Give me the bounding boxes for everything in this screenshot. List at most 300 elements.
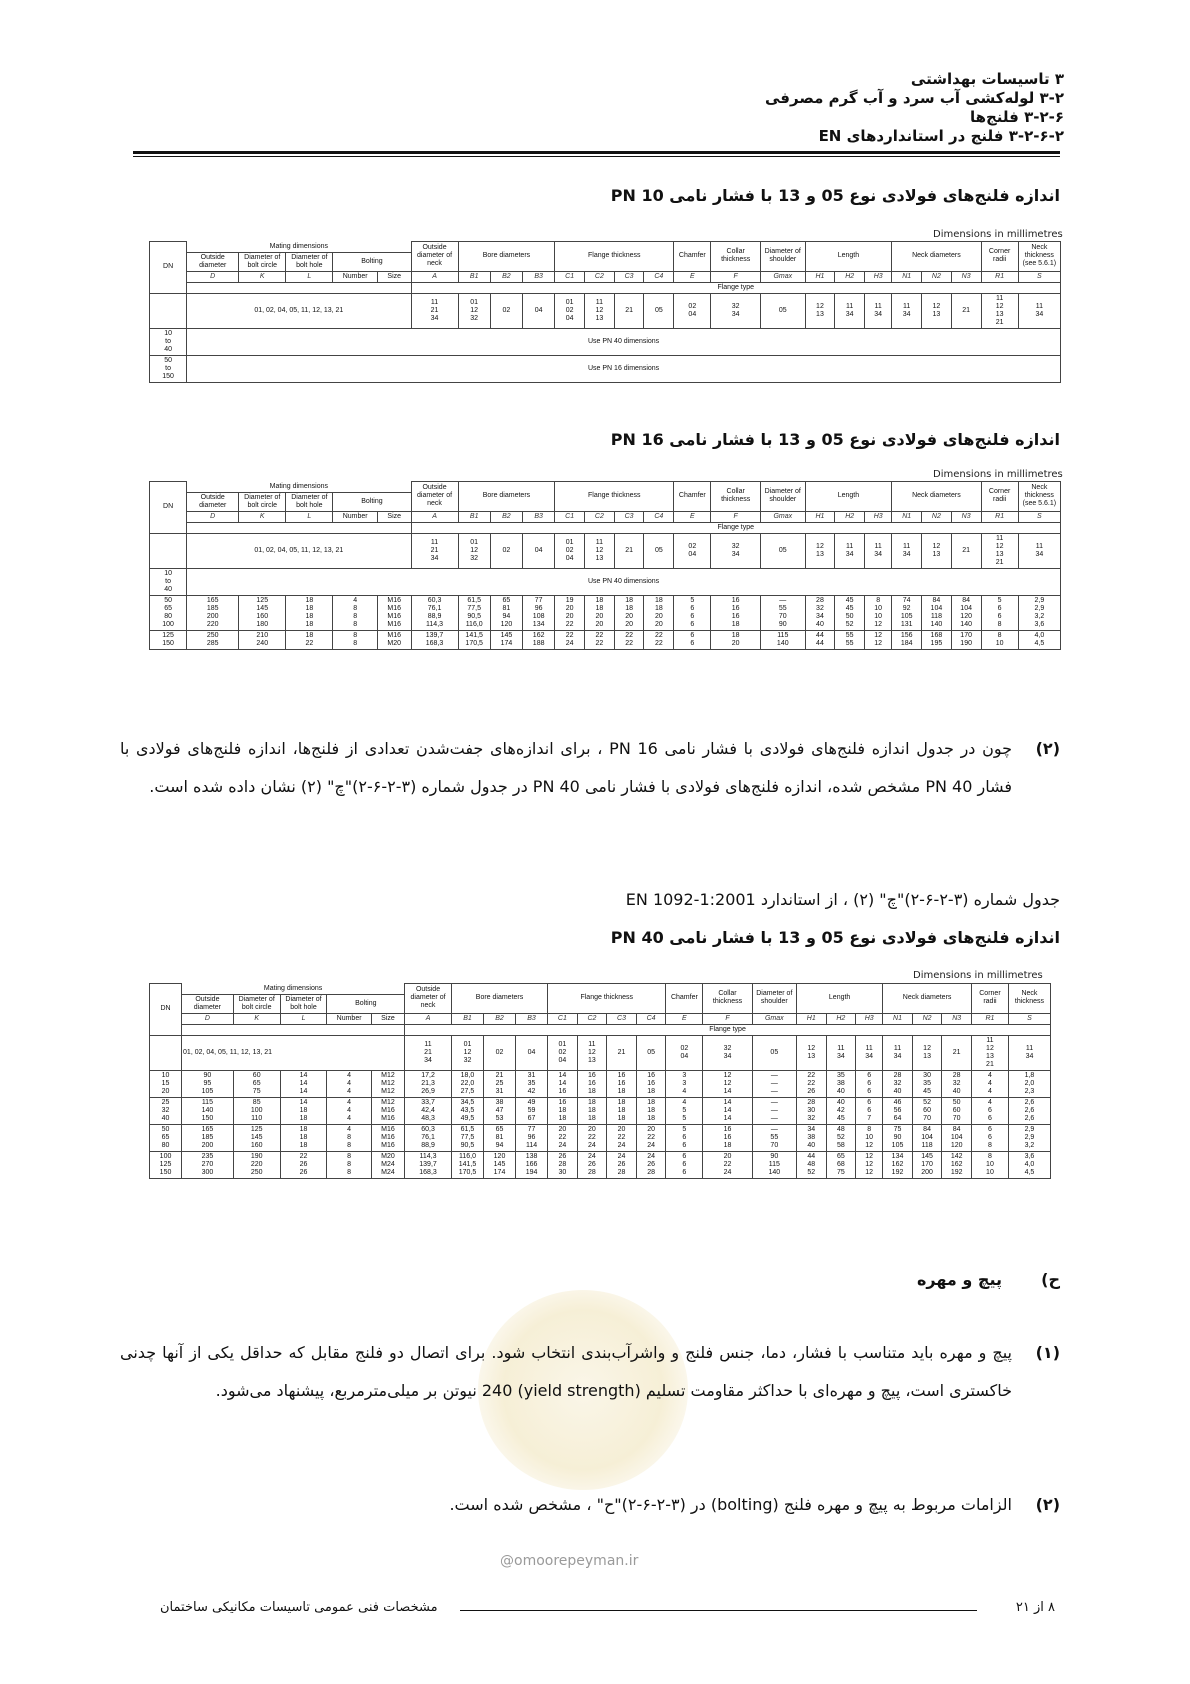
value-cell: 18 18 18: [577, 1097, 607, 1124]
watermark-url: @omoorepeyman.ir: [500, 1553, 639, 1569]
symbol-cell: N3: [951, 511, 981, 522]
value-cell: 125 145 160: [233, 1124, 280, 1151]
symbol-cell: B2: [483, 1013, 515, 1024]
value-cell: 6 6 6: [856, 1070, 883, 1097]
value-cell: — — —: [752, 1097, 796, 1124]
type-value: 01 12 32: [451, 1035, 483, 1070]
type-value: 32 34: [711, 293, 761, 328]
col-header-collar: Collar thickness: [711, 242, 761, 272]
value-cell: 134 162 192: [883, 1151, 913, 1178]
col-header-outside-neck: Outside diameter of neck: [405, 984, 452, 1014]
col-header-length: Length: [797, 984, 883, 1014]
value-cell: 18 18 20 20: [614, 595, 644, 630]
type-value: 11 12 13: [577, 1035, 607, 1070]
value-cell: 26 28 30: [548, 1151, 578, 1178]
type-value: 04: [523, 533, 555, 568]
value-cell: 6 6: [674, 630, 711, 649]
symbol-cell: C1: [548, 1013, 578, 1024]
symbol-cell: R1: [981, 271, 1018, 282]
value-cell: 8 10 10: [971, 1151, 1008, 1178]
col-header-size: Size: [377, 271, 411, 282]
value-cell: 170 190: [951, 630, 981, 649]
value-cell: M12 M16 M16: [371, 1097, 404, 1124]
value-cell: 4 5 5: [666, 1097, 703, 1124]
symbol-cell: S: [1008, 1013, 1050, 1024]
type-value: 02 04: [674, 533, 711, 568]
value-cell: 60 65 75: [233, 1070, 280, 1097]
symbol-cell: H3: [865, 271, 892, 282]
paragraph-number: (۲): [1035, 739, 1060, 758]
value-cell: 35 38 40: [826, 1070, 856, 1097]
col-header-bore: Bore diameters: [458, 482, 555, 512]
col-header-bore: Bore diameters: [451, 984, 547, 1014]
value-cell: M16 M16 M16 M16: [377, 595, 411, 630]
value-cell: 18 22: [286, 630, 333, 649]
header-line: ۳ تاسیسات بهداشتی: [910, 70, 1064, 88]
value-cell: 18 18 18: [607, 1097, 637, 1124]
value-cell: 8 8: [333, 630, 378, 649]
type-value: 05: [644, 293, 674, 328]
header-row: [150, 984, 1051, 995]
col-header-length: Length: [805, 482, 892, 512]
value-cell: 4 8 8 8: [333, 595, 378, 630]
symbol-cell: S: [1018, 511, 1060, 522]
value-cell: 61,5 77,5 90,5 116,0: [458, 595, 490, 630]
type-value: 11 12 13 21: [981, 293, 1018, 328]
value-cell: 16 16 18: [636, 1070, 666, 1097]
value-cell: 16 16 18: [577, 1070, 607, 1097]
value-cell: 31 35 42: [516, 1070, 548, 1097]
dn-values: 25 32 40: [150, 1097, 182, 1124]
type-value: 01 02 04: [555, 293, 585, 328]
value-cell: 168 195: [922, 630, 952, 649]
value-cell: 44 48 52: [797, 1151, 827, 1178]
value-cell: 2,9 2,9 3,2 3,6: [1018, 595, 1060, 630]
value-cell: 162 188: [523, 630, 555, 649]
symbol-cell: R1: [971, 1013, 1008, 1024]
col-header-collar: Collar thickness: [711, 482, 761, 512]
value-cell: 24 26 28: [577, 1151, 607, 1178]
type-value: 11 21 34: [411, 293, 458, 328]
value-cell: 2,6 2,6 2,6: [1008, 1097, 1050, 1124]
value-cell: 141,5 170,5: [458, 630, 490, 649]
value-cell: 190 220 250: [233, 1151, 280, 1178]
type-value: 02: [490, 293, 522, 328]
symbol-cell: C2: [585, 271, 615, 282]
header-line: ۳-۲-۶ فلنج‌ها: [969, 108, 1064, 126]
col-header-collar: Collar thickness: [703, 984, 752, 1014]
value-cell: 114,3 139,7 168,3: [405, 1151, 452, 1178]
value-cell: 22 22: [614, 630, 644, 649]
symbol-cell: B3: [523, 511, 555, 522]
flange-type-label: Flange type: [411, 522, 1061, 533]
symbol-cell: C4: [644, 271, 674, 282]
paragraph-bolt-2: [120, 1486, 1060, 1524]
value-cell: 4 4 4: [971, 1070, 1008, 1097]
col-header-bolting: Bolting: [333, 252, 411, 271]
symbol-cell: S: [1018, 271, 1060, 282]
type-values-row: [150, 293, 1061, 328]
col-header-shoulder: Diameter of shoulder: [760, 482, 805, 512]
footer-page-number: ۸ از ۲۱: [1015, 1600, 1055, 1615]
value-cell: 28 30 32: [797, 1097, 827, 1124]
type-value: 11 34: [883, 1035, 913, 1070]
value-cell: 65 68 75: [826, 1151, 856, 1178]
col-header-size: Size: [377, 511, 411, 522]
type-value: 05: [760, 533, 805, 568]
symbol-cell: B2: [490, 511, 522, 522]
value-cell: 12 12 12: [856, 1151, 883, 1178]
value-cell: 6 6 8: [971, 1124, 1008, 1151]
value-cell: 28 32 40: [883, 1070, 913, 1097]
col-header-mating: Mating dimensions: [187, 482, 411, 493]
value-cell: 8 10: [981, 630, 1018, 649]
table2-caption: اندازه فلنج‌های فولادی نوع 05 و 13 با فشار نامی PN 16: [610, 430, 1060, 449]
value-cell: — 55 70: [752, 1124, 796, 1151]
value-cell: 4 4 4: [327, 1097, 371, 1124]
col-header-flange-thickness: Flange thickness: [555, 242, 674, 272]
value-cell: 74 92 105 131: [892, 595, 922, 630]
value-cell: 19 20 20 22: [555, 595, 585, 630]
value-cell: 2,9 2,9 3,2: [1008, 1124, 1050, 1151]
col-header-flange-thickness: Flange thickness: [555, 482, 674, 512]
value-cell: 22 22 26: [797, 1070, 827, 1097]
value-cell: 16 16 18: [703, 1124, 752, 1151]
col-header-neck-thickness: Neck thickness: [1008, 984, 1050, 1014]
section-letter: ح): [1041, 1270, 1060, 1289]
symbol-cell: Gmax: [760, 271, 805, 282]
type-value: 11 34: [892, 533, 922, 568]
value-cell: 116,0 141,5 170,5: [451, 1151, 483, 1178]
col-header-bolt-circle: Diameter of bolt circle: [239, 492, 286, 511]
symbol-cell: C1: [555, 511, 585, 522]
symbol-cell: L: [280, 1013, 327, 1024]
value-cell: 12 12: [865, 630, 892, 649]
col-header-chamfer: Chamfer: [674, 242, 711, 272]
value-cell: 6 6 6: [666, 1151, 703, 1178]
value-cell: 4,0 4,5: [1018, 630, 1060, 649]
symbol-cell: D: [187, 271, 239, 282]
note-row: [150, 355, 1061, 382]
blank-cell: [150, 533, 187, 568]
data-row-group: [150, 630, 1061, 649]
dn-values: 50 65 80: [150, 1124, 182, 1151]
type-value: 12 13: [805, 533, 835, 568]
note-row: [150, 568, 1061, 595]
note-text: Use PN 40 dimensions: [187, 328, 1061, 355]
symbol-cell: L: [286, 511, 333, 522]
col-header-neck-thickness: Neck thickness (see 5.6.1): [1018, 242, 1060, 272]
value-cell: 38 47 53: [483, 1097, 515, 1124]
type-value: 01 12 32: [458, 533, 490, 568]
col-header-corner: Corner radii: [981, 242, 1018, 272]
symbol-cell: C3: [614, 271, 644, 282]
flange-type-row: [150, 522, 1061, 533]
symbol-row: [150, 511, 1061, 522]
type-value: 12 13: [797, 1035, 827, 1070]
value-cell: 33,7 42,4 48,3: [405, 1097, 452, 1124]
value-cell: 120 145 174: [483, 1151, 515, 1178]
symbol-cell: H1: [805, 271, 835, 282]
value-cell: 20 22 24: [607, 1124, 637, 1151]
header-line: ۳-۲ لوله‌کشی آب سرد و آب گرم مصرفی: [764, 89, 1064, 107]
value-cell: 145 174: [490, 630, 522, 649]
value-cell: 45 45 50 52: [835, 595, 865, 630]
value-cell: 18 18 20 20: [585, 595, 615, 630]
value-cell: 84 104 120 140: [951, 595, 981, 630]
symbol-cell: C1: [555, 271, 585, 282]
value-cell: 8 8 8: [327, 1151, 371, 1178]
type-value: 05: [644, 533, 674, 568]
col-header-mating: Mating dimensions: [187, 242, 411, 253]
value-cell: 16 18 18: [548, 1097, 578, 1124]
col-header-bolting: Bolting: [333, 492, 411, 511]
symbol-cell: N1: [892, 271, 922, 282]
type-value: 04: [516, 1035, 548, 1070]
mating-types: 01, 02, 04, 05, 11, 12, 13, 21: [187, 293, 411, 328]
value-cell: 16 16 16 18: [711, 595, 761, 630]
symbol-cell: H2: [835, 271, 865, 282]
blank-cell: [150, 293, 187, 328]
value-cell: 125 145 160 180: [239, 595, 286, 630]
value-cell: 165 185 200: [182, 1124, 234, 1151]
type-value: 11 34: [856, 1035, 883, 1070]
value-cell: 17,2 21,3 26,9: [405, 1070, 452, 1097]
col-header-outside-diameter: Outside diameter: [187, 492, 239, 511]
table3-pn40: [149, 983, 1051, 1179]
col-header-bore: Bore diameters: [458, 242, 555, 272]
type-value: 11 12 13 21: [971, 1035, 1008, 1070]
type-value: 21: [942, 1035, 972, 1070]
symbol-cell: F: [711, 271, 761, 282]
flange-type-row: [150, 282, 1061, 293]
value-cell: 250 285: [187, 630, 239, 649]
col-header-chamfer: Chamfer: [666, 984, 703, 1014]
type-value: 12 13: [922, 533, 952, 568]
table2-units: Dimensions in millimetres: [933, 469, 1063, 480]
note-text: Use PN 16 dimensions: [187, 355, 1061, 382]
symbol-cell: H2: [826, 1013, 856, 1024]
symbol-cell: F: [711, 511, 761, 522]
value-cell: 90 115 140: [752, 1151, 796, 1178]
type-value: 05: [636, 1035, 666, 1070]
paragraph-text: الزامات مربوط به پیچ و مهره فلنج (bolting) در (۳-۲-۶-۲)"ح" ، مشخص شده است.: [449, 1495, 1012, 1514]
value-cell: 34 38 40: [797, 1124, 827, 1151]
value-cell: 14 14 14: [280, 1070, 327, 1097]
value-cell: M12 M12 M12: [371, 1070, 404, 1097]
symbol-cell: E: [674, 271, 711, 282]
type-value: 01 02 04: [555, 533, 585, 568]
value-cell: 21 25 31: [483, 1070, 515, 1097]
footer-rule: [460, 1610, 977, 1611]
value-cell: 60,3 76,1 88,9 114,3: [411, 595, 458, 630]
symbol-cell: B3: [523, 271, 555, 282]
value-cell: 48 52 58: [826, 1124, 856, 1151]
symbol-cell: A: [405, 1013, 452, 1024]
symbol-cell: C3: [607, 1013, 637, 1024]
symbol-cell: H3: [865, 511, 892, 522]
value-cell: M16 M20: [377, 630, 411, 649]
value-cell: 22 24: [555, 630, 585, 649]
header-rule-thin: [133, 156, 1060, 157]
value-cell: 20 22 24: [577, 1124, 607, 1151]
value-cell: 115 140: [760, 630, 805, 649]
value-cell: M20 M24 M24: [371, 1151, 404, 1178]
col-header-outside-diameter: Outside diameter: [182, 994, 234, 1013]
value-cell: 44 44: [805, 630, 835, 649]
dn-range: 10 to 40: [150, 568, 187, 595]
type-value: 11 34: [1018, 533, 1060, 568]
symbol-cell: C4: [636, 1013, 666, 1024]
mating-types: 01, 02, 04, 05, 11, 12, 13, 21: [187, 533, 411, 568]
paragraph-number: (۱): [1035, 1343, 1060, 1362]
symbol-cell: C2: [577, 1013, 607, 1024]
table3-caption: اندازه فلنج‌های فولادی نوع 05 و 13 با فشار نامی PN 40: [610, 928, 1060, 947]
dn-values: 50 65 80 100: [150, 595, 187, 630]
type-value: 01 12 32: [458, 293, 490, 328]
flange-type-row: [150, 1024, 1051, 1035]
type-value: 11 12 13: [585, 293, 615, 328]
type-value: 05: [752, 1035, 796, 1070]
table3-reference: جدول شماره (۳-۲-۶-۲)"چ" (۲) ، از استاندارد EN 1092-1:2001: [625, 890, 1060, 909]
type-value: 11 34: [835, 533, 865, 568]
symbol-cell: K: [239, 271, 286, 282]
col-header-length: Length: [805, 242, 892, 272]
type-value: 11 21 34: [411, 533, 458, 568]
watermark-text: omoorepeyman.ir: [514, 1553, 639, 1569]
running-header: [765, 70, 1064, 146]
col-header-neck-diameters: Neck diameters: [892, 242, 981, 272]
value-cell: 3,6 4,0 4,5: [1008, 1151, 1050, 1178]
note-text: Use PN 40 dimensions: [187, 568, 1061, 595]
blank-cell: [182, 1024, 405, 1035]
col-header-shoulder: Diameter of shoulder: [752, 984, 796, 1014]
note-row: [150, 328, 1061, 355]
type-value: 02: [483, 1035, 515, 1070]
symbol-cell: H2: [835, 511, 865, 522]
type-value: 32 34: [711, 533, 761, 568]
value-cell: 75 90 105: [883, 1124, 913, 1151]
type-values-row: [150, 533, 1061, 568]
col-header-number: Number: [327, 1013, 371, 1024]
value-cell: 4 6 6: [971, 1097, 1008, 1124]
value-cell: 22 26 26: [280, 1151, 327, 1178]
col-header-number: Number: [333, 271, 378, 282]
value-cell: 24 26 28: [636, 1151, 666, 1178]
value-cell: 5 6 6 6: [674, 595, 711, 630]
dn-values: 100 125 150: [150, 1151, 182, 1178]
flange-type-label: Flange type: [405, 1024, 1051, 1035]
value-cell: 18 18 18 18: [286, 595, 333, 630]
type-value: 11 34: [865, 533, 892, 568]
col-header-chamfer: Chamfer: [674, 482, 711, 512]
value-cell: 14 14 16: [548, 1070, 578, 1097]
type-value: 11 34: [1018, 293, 1060, 328]
type-value: 11 34: [826, 1035, 856, 1070]
symbol-cell: H1: [797, 1013, 827, 1024]
value-cell: 84 104 120: [942, 1124, 972, 1151]
value-cell: 22 22: [585, 630, 615, 649]
value-cell: 4 4 4: [327, 1070, 371, 1097]
symbol-cell: B1: [451, 1013, 483, 1024]
type-value: 01 02 04: [548, 1035, 578, 1070]
symbol-cell: L: [286, 271, 333, 282]
type-value: 11 12 13 21: [981, 533, 1018, 568]
data-row-group: [150, 595, 1061, 630]
col-header-shoulder: Diameter of shoulder: [760, 242, 805, 272]
type-value: 04: [523, 293, 555, 328]
type-value: 02 04: [666, 1035, 703, 1070]
value-cell: 1,8 2,0 2,3: [1008, 1070, 1050, 1097]
symbol-cell: B1: [458, 511, 490, 522]
type-value: 11 34: [892, 293, 922, 328]
value-cell: M16 M16 M16: [371, 1124, 404, 1151]
col-header-neck-diameters: Neck diameters: [883, 984, 972, 1014]
col-header-corner: Corner radii: [981, 482, 1018, 512]
flange-type-label: Flange type: [411, 282, 1061, 293]
col-header-mating: Mating dimensions: [182, 984, 405, 995]
value-cell: 28 32 34 40: [805, 595, 835, 630]
symbol-cell: D: [187, 511, 239, 522]
header-line: ۳-۲-۶-۲ فلنج در استانداردهای EN: [818, 127, 1064, 145]
footer-title: مشخصات فنی عمومی تاسیسات مکانیکی ساختمان: [160, 1600, 438, 1615]
value-cell: 24 26 28: [607, 1151, 637, 1178]
value-cell: 61,5 77,5 90,5: [451, 1124, 483, 1151]
blank-cell: [150, 1035, 182, 1070]
data-row-group: [150, 1097, 1051, 1124]
col-header-corner: Corner radii: [971, 984, 1008, 1014]
type-value: 12 13: [912, 1035, 942, 1070]
value-cell: 138 166 194: [516, 1151, 548, 1178]
header-rule: [133, 151, 1060, 154]
value-cell: 235 270 300: [182, 1151, 234, 1178]
data-row-group: [150, 1124, 1051, 1151]
symbol-cell: B3: [516, 1013, 548, 1024]
value-cell: 40 42 45: [826, 1097, 856, 1124]
table1-caption: اندازه فلنج‌های فولادی نوع 05 و 13 با فشار نامی PN 10: [610, 186, 1060, 205]
paragraph-number: (۲): [1035, 1495, 1060, 1514]
value-cell: 12 12 14: [703, 1070, 752, 1097]
header-row: [150, 242, 1061, 253]
type-value: 21: [614, 293, 644, 328]
dn-range: 50 to 150: [150, 355, 187, 382]
section-title: پیچ و مهره: [916, 1270, 1002, 1289]
type-value: 32 34: [703, 1035, 752, 1070]
value-cell: 142 162 192: [942, 1151, 972, 1178]
value-cell: 8 10 10 12: [865, 595, 892, 630]
value-cell: 18 20: [711, 630, 761, 649]
value-cell: 30 35 45: [912, 1070, 942, 1097]
col-header-bolt-circle: Diameter of bolt circle: [233, 994, 280, 1013]
symbol-cell: C2: [585, 511, 615, 522]
col-header-size: Size: [371, 1013, 404, 1024]
symbol-row: [150, 1013, 1051, 1024]
value-cell: 65 81 94: [483, 1124, 515, 1151]
type-value: 11 21 34: [405, 1035, 452, 1070]
value-cell: 84 104 118 140: [922, 595, 952, 630]
value-cell: 90 95 105: [182, 1070, 234, 1097]
paragraph-bolt-1: [120, 1334, 1060, 1410]
paragraph-text: چون در جدول اندازه فلنج‌های فولادی با فشار نامی PN 16 ، برای اندازه‌های جفت‌شدن تعدادی از فلنج‌ها، اندازه فلنج‌های فولادی با فشار PN 40 مشخص شده، اندازه فلنج‌های فولادی با فشار نامی PN 40 در جدول شماره (۳-۲-۶-۲)"چ" (۲) نشان داده شده است.: [120, 739, 1013, 796]
symbol-cell: F: [703, 1013, 752, 1024]
value-cell: 65 81 94 120: [490, 595, 522, 630]
symbol-cell: D: [182, 1013, 234, 1024]
value-cell: 115 140 150: [182, 1097, 234, 1124]
blank-cell: [187, 522, 411, 533]
value-cell: 139,7 168,3: [411, 630, 458, 649]
table3-units: Dimensions in millimetres: [913, 970, 1043, 981]
symbol-cell: B1: [458, 271, 490, 282]
